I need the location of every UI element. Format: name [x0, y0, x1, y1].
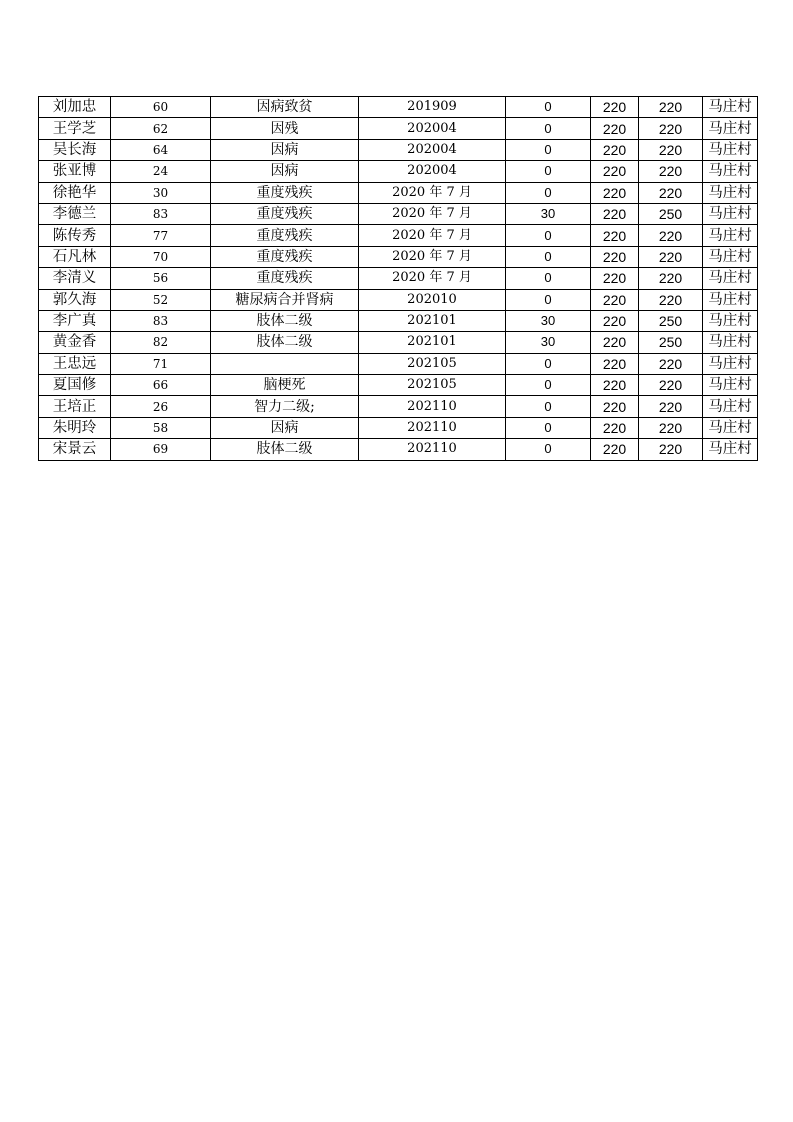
supplement-cell: 0	[506, 139, 591, 160]
table-row	[39, 439, 758, 460]
name-cell: 王培正	[39, 396, 111, 417]
supplement-cell: 0	[506, 118, 591, 139]
base-amount-cell: 220	[591, 225, 639, 246]
base-amount-cell: 220	[591, 310, 639, 331]
name-cell: 石凡林	[39, 246, 111, 267]
table-body	[39, 97, 758, 461]
supplement-cell: 0	[506, 246, 591, 267]
village-cell: 马庄村	[703, 375, 758, 396]
date-cell: 202110	[359, 417, 506, 438]
name-cell: 朱明玲	[39, 417, 111, 438]
name-cell: 刘加忠	[39, 97, 111, 118]
age-cell: 58	[111, 417, 211, 438]
reason-cell: 因残	[211, 118, 359, 139]
age-cell: 83	[111, 310, 211, 331]
base-amount-cell: 220	[591, 396, 639, 417]
date-cell: 202110	[359, 439, 506, 460]
village-cell: 马庄村	[703, 246, 758, 267]
reason-cell: 肢体二级	[211, 439, 359, 460]
total-amount-cell: 220	[639, 353, 703, 374]
date-cell: 202110	[359, 396, 506, 417]
reason-cell: 重度残疾	[211, 268, 359, 289]
supplement-cell: 0	[506, 225, 591, 246]
name-cell: 吴长海	[39, 139, 111, 160]
date-cell: 2020 年 7 月	[359, 268, 506, 289]
total-amount-cell: 220	[639, 417, 703, 438]
total-amount-cell: 220	[639, 246, 703, 267]
village-cell: 马庄村	[703, 417, 758, 438]
table-row	[39, 417, 758, 438]
table-row	[39, 161, 758, 182]
reason-cell: 糖尿病合并肾病	[211, 289, 359, 310]
base-amount-cell: 220	[591, 182, 639, 203]
total-amount-cell: 220	[639, 268, 703, 289]
village-cell: 马庄村	[703, 268, 758, 289]
reason-cell: 因病致贫	[211, 97, 359, 118]
supplement-cell: 0	[506, 417, 591, 438]
date-cell: 2020 年 7 月	[359, 225, 506, 246]
age-cell: 64	[111, 139, 211, 160]
base-amount-cell: 220	[591, 268, 639, 289]
base-amount-cell: 220	[591, 97, 639, 118]
total-amount-cell: 220	[639, 225, 703, 246]
village-cell: 马庄村	[703, 439, 758, 460]
age-cell: 82	[111, 332, 211, 353]
reason-cell: 重度残疾	[211, 246, 359, 267]
name-cell: 陈传秀	[39, 225, 111, 246]
base-amount-cell: 220	[591, 203, 639, 224]
table-row	[39, 289, 758, 310]
date-cell: 2020 年 7 月	[359, 246, 506, 267]
date-cell: 202004	[359, 161, 506, 182]
reason-cell: 重度残疾	[211, 203, 359, 224]
table-row	[39, 353, 758, 374]
table-row	[39, 139, 758, 160]
age-cell: 62	[111, 118, 211, 139]
total-amount-cell: 220	[639, 289, 703, 310]
total-amount-cell: 220	[639, 375, 703, 396]
name-cell: 郭久海	[39, 289, 111, 310]
total-amount-cell: 220	[639, 161, 703, 182]
supplement-cell: 0	[506, 353, 591, 374]
village-cell: 马庄村	[703, 139, 758, 160]
total-amount-cell: 250	[639, 310, 703, 331]
reason-cell: 肢体二级	[211, 332, 359, 353]
total-amount-cell: 220	[639, 396, 703, 417]
age-cell: 70	[111, 246, 211, 267]
village-cell: 马庄村	[703, 161, 758, 182]
base-amount-cell: 220	[591, 139, 639, 160]
age-cell: 60	[111, 97, 211, 118]
date-cell: 201909	[359, 97, 506, 118]
reason-cell: 因病	[211, 417, 359, 438]
age-cell: 56	[111, 268, 211, 289]
supplement-cell: 30	[506, 203, 591, 224]
name-cell: 李广真	[39, 310, 111, 331]
base-amount-cell: 220	[591, 353, 639, 374]
name-cell: 李德兰	[39, 203, 111, 224]
supplement-cell: 0	[506, 375, 591, 396]
table-row	[39, 246, 758, 267]
name-cell: 李清义	[39, 268, 111, 289]
base-amount-cell: 220	[591, 246, 639, 267]
village-cell: 马庄村	[703, 289, 758, 310]
village-cell: 马庄村	[703, 332, 758, 353]
age-cell: 71	[111, 353, 211, 374]
reason-cell	[211, 353, 359, 374]
supplement-cell: 0	[506, 396, 591, 417]
supplement-cell: 0	[506, 182, 591, 203]
name-cell: 徐艳华	[39, 182, 111, 203]
village-cell: 马庄村	[703, 310, 758, 331]
name-cell: 宋景云	[39, 439, 111, 460]
table-row	[39, 203, 758, 224]
reason-cell: 因病	[211, 139, 359, 160]
base-amount-cell: 220	[591, 417, 639, 438]
age-cell: 69	[111, 439, 211, 460]
base-amount-cell: 220	[591, 161, 639, 182]
date-cell: 202010	[359, 289, 506, 310]
supplement-cell: 30	[506, 310, 591, 331]
village-cell: 马庄村	[703, 225, 758, 246]
village-cell: 马庄村	[703, 182, 758, 203]
date-cell: 2020 年 7 月	[359, 182, 506, 203]
date-cell: 202004	[359, 118, 506, 139]
date-cell: 202105	[359, 353, 506, 374]
age-cell: 83	[111, 203, 211, 224]
village-cell: 马庄村	[703, 97, 758, 118]
supplement-cell: 0	[506, 97, 591, 118]
reason-cell: 智力二级;	[211, 396, 359, 417]
name-cell: 王忠远	[39, 353, 111, 374]
total-amount-cell: 220	[639, 97, 703, 118]
name-cell: 夏国修	[39, 375, 111, 396]
total-amount-cell: 220	[639, 182, 703, 203]
table-row	[39, 182, 758, 203]
supplement-cell: 30	[506, 332, 591, 353]
base-amount-cell: 220	[591, 375, 639, 396]
name-cell: 黄金香	[39, 332, 111, 353]
total-amount-cell: 250	[639, 203, 703, 224]
age-cell: 24	[111, 161, 211, 182]
base-amount-cell: 220	[591, 439, 639, 460]
date-cell: 2020 年 7 月	[359, 203, 506, 224]
total-amount-cell: 220	[639, 439, 703, 460]
total-amount-cell: 220	[639, 118, 703, 139]
supplement-cell: 0	[506, 439, 591, 460]
date-cell: 202101	[359, 310, 506, 331]
supplement-cell: 0	[506, 268, 591, 289]
base-amount-cell: 220	[591, 118, 639, 139]
table-row	[39, 225, 758, 246]
name-cell: 张亚博	[39, 161, 111, 182]
supplement-cell: 0	[506, 161, 591, 182]
beneficiary-table	[38, 96, 758, 461]
table-row	[39, 396, 758, 417]
village-cell: 马庄村	[703, 118, 758, 139]
supplement-cell: 0	[506, 289, 591, 310]
village-cell: 马庄村	[703, 203, 758, 224]
reason-cell: 脑梗死	[211, 375, 359, 396]
age-cell: 30	[111, 182, 211, 203]
age-cell: 52	[111, 289, 211, 310]
date-cell: 202105	[359, 375, 506, 396]
reason-cell: 重度残疾	[211, 182, 359, 203]
base-amount-cell: 220	[591, 289, 639, 310]
age-cell: 66	[111, 375, 211, 396]
table-row	[39, 375, 758, 396]
total-amount-cell: 220	[639, 139, 703, 160]
date-cell: 202004	[359, 139, 506, 160]
table-row	[39, 97, 758, 118]
total-amount-cell: 250	[639, 332, 703, 353]
village-cell: 马庄村	[703, 396, 758, 417]
table-row	[39, 118, 758, 139]
table-row	[39, 310, 758, 331]
village-cell: 马庄村	[703, 353, 758, 374]
age-cell: 77	[111, 225, 211, 246]
age-cell: 26	[111, 396, 211, 417]
date-cell: 202101	[359, 332, 506, 353]
reason-cell: 肢体二级	[211, 310, 359, 331]
table-row	[39, 332, 758, 353]
table-row	[39, 268, 758, 289]
name-cell: 王学芝	[39, 118, 111, 139]
base-amount-cell: 220	[591, 332, 639, 353]
reason-cell: 因病	[211, 161, 359, 182]
reason-cell: 重度残疾	[211, 225, 359, 246]
